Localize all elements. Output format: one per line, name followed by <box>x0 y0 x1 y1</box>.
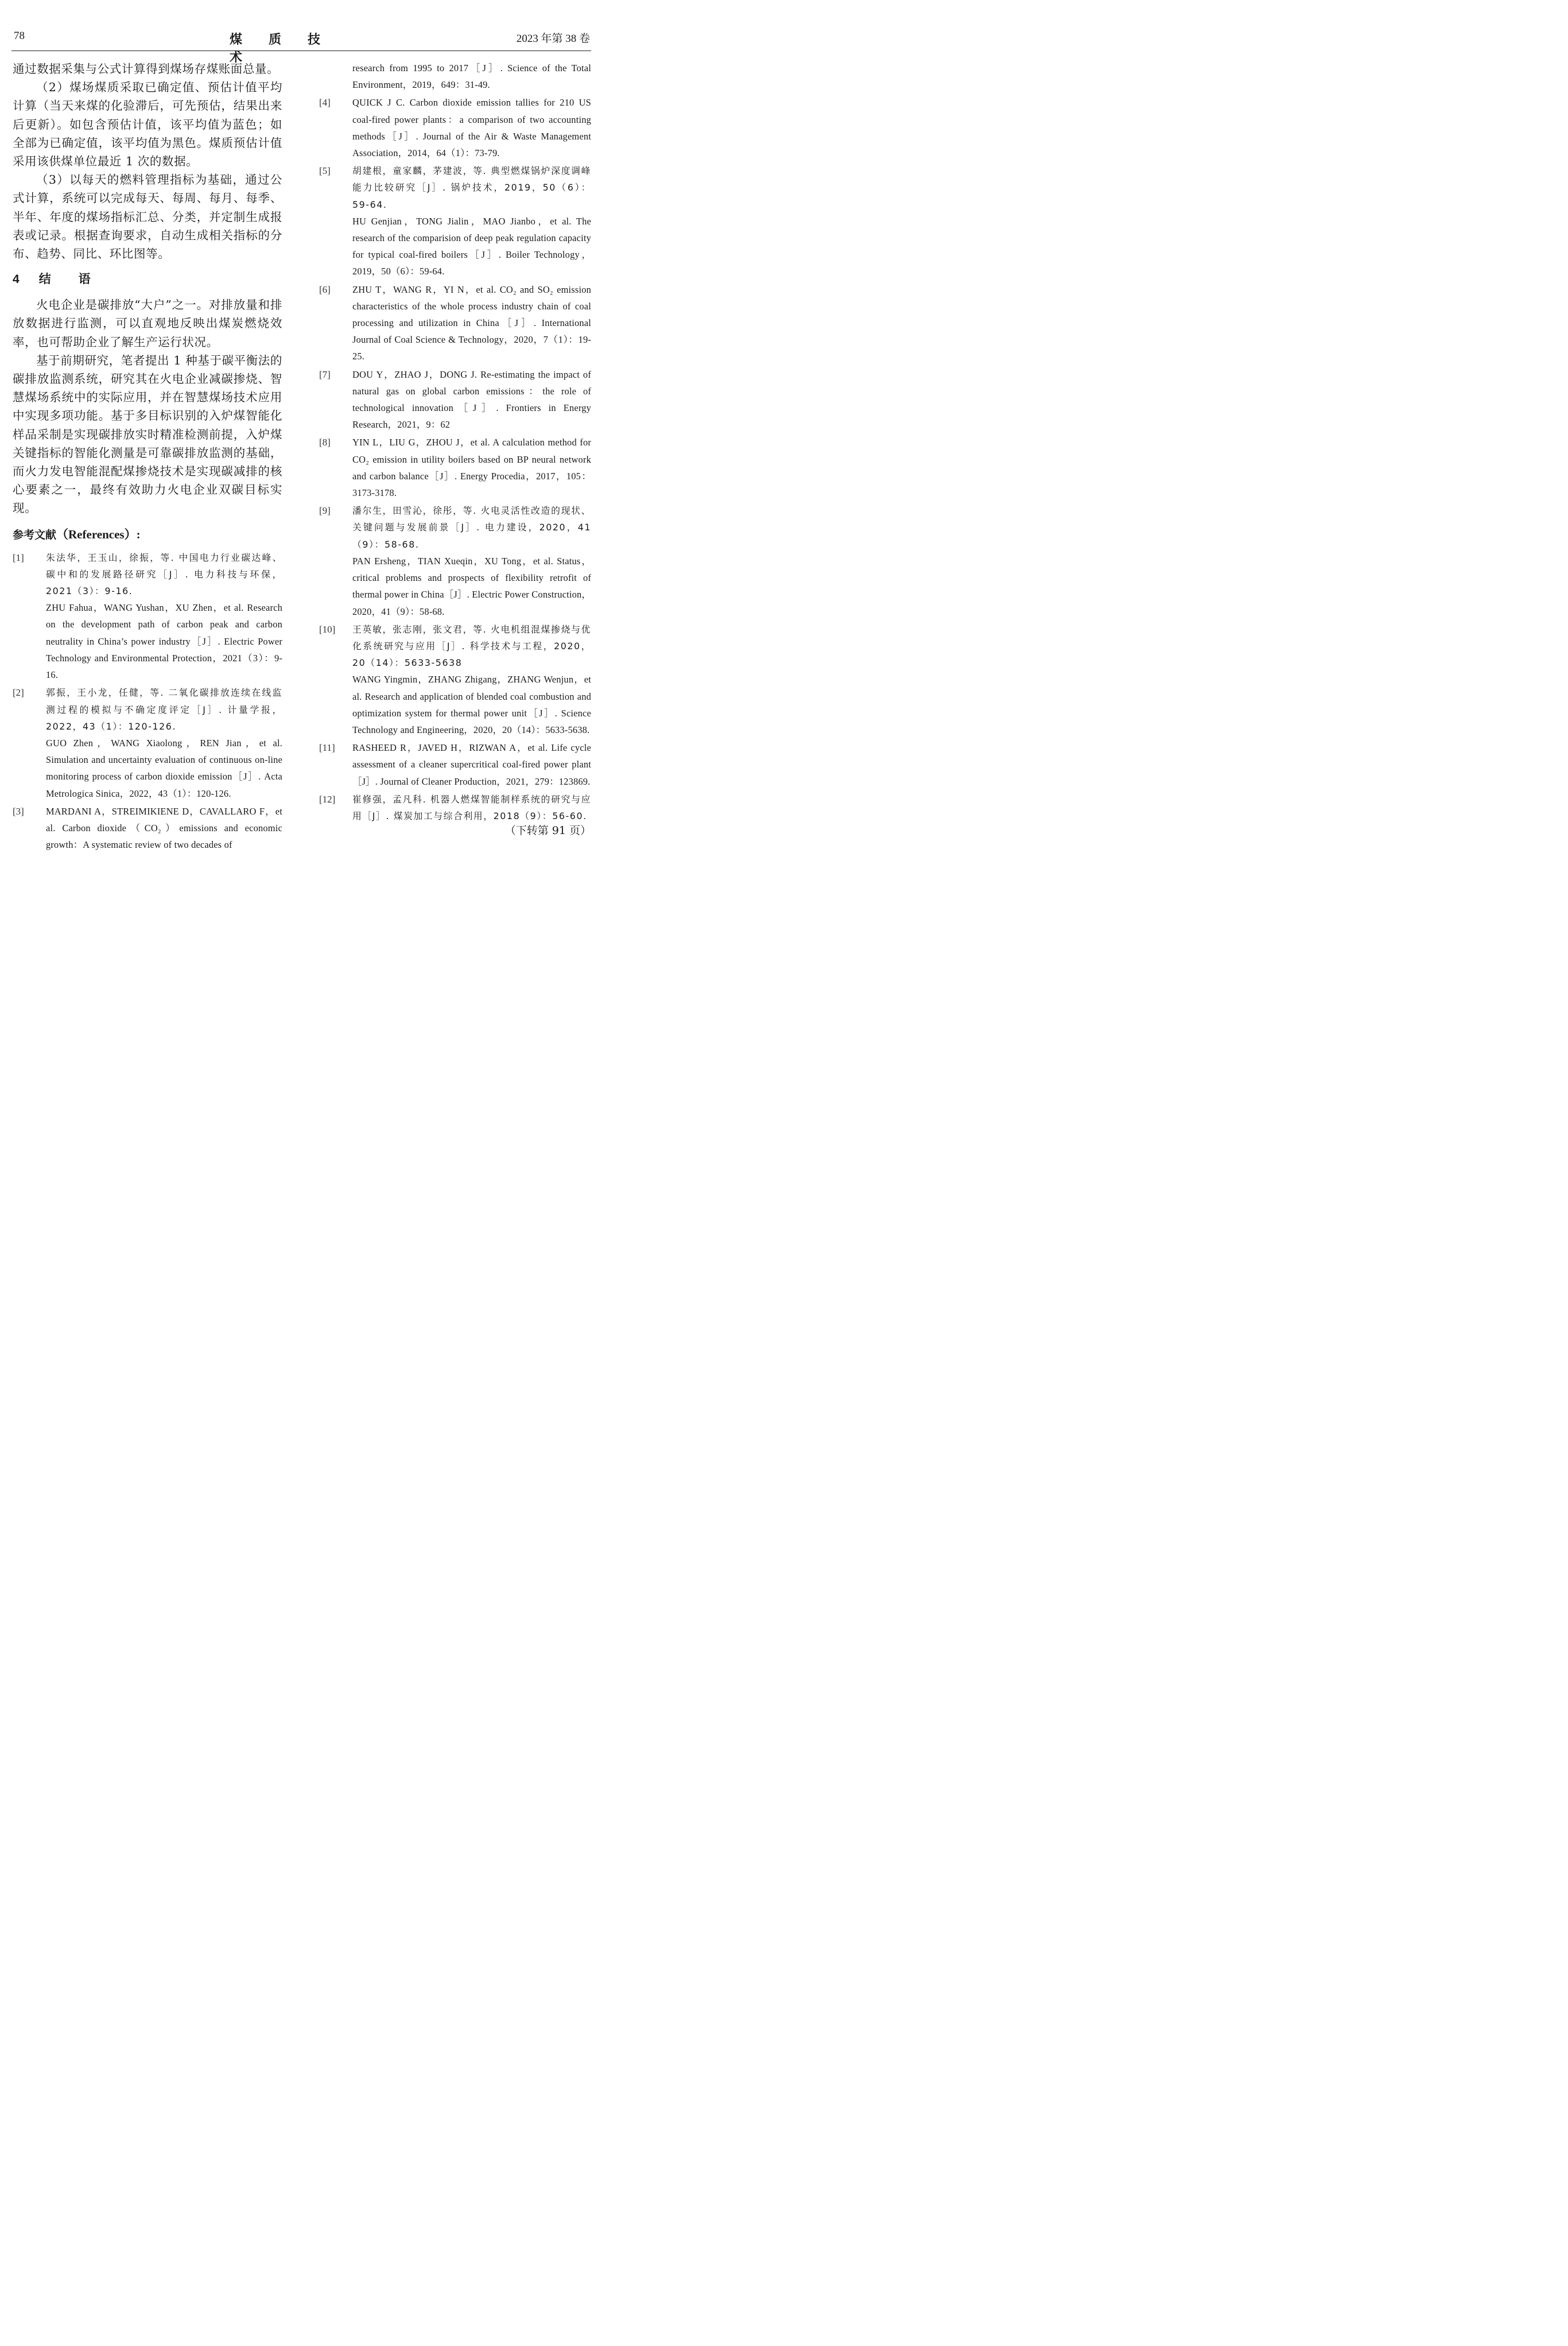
reference-number: [1] <box>13 552 24 563</box>
reference-item <box>319 791 591 824</box>
journal-title: 煤质技术 <box>230 32 347 65</box>
references-heading <box>13 526 282 544</box>
reference-text-en: GUO Zhen，WANG Xiaolong，REN Jian，et al. Simulation and uncertainty evaluation of continuous on-line monitoring process of carbon dioxide emission［J］. Acta Metrologica Sinica，2022，43（1）：120-126. <box>46 737 282 799</box>
reference-number: [9] <box>319 505 331 517</box>
reference-item <box>319 281 591 365</box>
paragraph: （3）以每天的燃料管理指标为基础，通过公式计算，系统可以完成每天、每周、每月、每季、半年、年度的煤场指标汇总、分类，并定制生成报表或记录。根据查询要求，自动生成相关指标的分布、趋势、同比、环比图等。 <box>13 173 282 261</box>
reference-text-en: research from 1995 to 2017［J］. Science of the Total Environment，2019，649：31-49. <box>352 63 591 91</box>
issue-label: 2023 年第 38 卷 <box>516 33 590 45</box>
reference-text-zh: 朱法华，王玉山，徐振，等. 中国电力行业碳达峰、碳中和的发展路径研究［J］. 电力科技与环保，2021（3）：9-16. <box>46 552 282 597</box>
section-number: 4 <box>13 273 20 286</box>
reference-number: [11] <box>319 742 335 754</box>
reference-item <box>319 739 591 790</box>
reference-text-en: DOU Y，ZHAO J，DONG J. Re-estimating the impact of natural gas on global carbon emissions：the role of technological innovation［J］. Frontiers in Energy Research，2021，9：62 <box>352 369 591 431</box>
reference-text-zh: 潘尔生，田雪沁，徐彤，等. 火电灵活性改造的现状、关键问题与发展前景［J］. 电力建设，2020，41（9）：58-68. <box>352 505 591 550</box>
paragraph: 火电企业是碳排放“大户”之一。对排放量和排放数据进行监测，可以直观地反映出煤炭燃烧效率，也可帮助企业了解生产运行状况。 <box>13 298 282 349</box>
reference-text-en: HU Genjian，TONG Jialin，MAO Jianbo，et al. The research of the comparision of deep peak regulation capacity for typical coal-fired boilers［J］. Boiler Technology，2019，50（6）：59-64. <box>352 215 591 277</box>
reference-item <box>319 621 591 738</box>
reference-text-en: WANG Yingmin，ZHANG Zhigang，ZHANG Wenjun，et al. Research and application of blended coal combustion and optimization system for thermal power unit［J］. Science Technology and Engineering，2020，20（14）：5633-5638. <box>352 674 591 735</box>
continued-note: （下转第 91 页） <box>504 824 591 837</box>
reference-text-en: MARDANI A，STREIMIKIENE D，CAVALLARO F，et al. Carbon dioxide（CO₂）emissions and economic growth：A systematic review of two decades of <box>46 805 282 851</box>
paragraph: 基于前期研究，笔者提出 1 种基于碳平衡法的碳排放监测系统，研究其在火电企业减碳掺烧、智慧煤场系统中的实际应用，并在智慧煤场技术应用中实现多项功能。基于多目标识别的入炉煤智能化样品采制是实现碳排放实时精准检测前提，入炉煤关键指标的智能化测量是可靠碳排放监测的基础，而火力发电智能混配煤掺烧技术是实现碳减排的核心要素之一，最终有效助力火电企业双碳目标实现。 <box>13 353 282 515</box>
reference-item <box>319 366 591 433</box>
section-title: 结语 <box>38 272 118 286</box>
reference-text-en: QUICK J C. Carbon dioxide emission tallies for 210 US coal-fired power plants：a comparison of two accounting methods［J］. Journal of the Air & Waste Management Association，2014，64（1）：73-79. <box>352 97 591 159</box>
reference-number: [4] <box>319 97 331 108</box>
reference-item <box>13 684 282 801</box>
reference-number: [6] <box>319 284 331 295</box>
reference-item-continued <box>319 60 591 93</box>
reference-number: [12] <box>319 793 336 805</box>
reference-number: [3] <box>13 805 24 817</box>
reference-text-en: ZHU Fahua，WANG Yushan，XU Zhen，et al. Research on the development path of carbon peak and carbon neutrality in China’s power industry［J］. Electric Power Technology and Environmental Protection，2021（3）：9-16. <box>46 602 282 681</box>
reference-text-zh: 崔修强，孟凡科. 机器人燃煤智能制样系统的研究与应用［J］. 煤炭加工与综合利用，2018（9）：56-60. <box>352 793 591 821</box>
reference-item <box>319 162 591 280</box>
reference-item <box>13 549 282 684</box>
references-heading-zh: 参考文献 <box>13 528 57 541</box>
reference-item <box>319 94 591 161</box>
reference-number: [2] <box>13 687 24 699</box>
reference-text-en: YIN L，LIU G，ZHOU J，et al. A calculation method for CO₂ emission in utility boilers based on BP neural network and carbon balance［J］. Energy Procedia，2017，105：3173-3178. <box>352 437 591 499</box>
left-column <box>13 60 282 854</box>
reference-text-en: PAN Ersheng，TIAN Xueqin，XU Tong，et al. Status，critical problems and prospects of flexibility retrofit of thermal power in China［J］. Electric Power Construction，2020，41（9）：58-68. <box>352 555 591 617</box>
references-heading-en: （References）: <box>56 527 141 541</box>
reference-item <box>319 502 591 619</box>
reference-number: [5] <box>319 165 331 177</box>
reference-number: [8] <box>319 437 331 448</box>
reference-text-en: ZHU T，WANG R，YI N，et al. CO₂ and SO₂ emission characteristics of the whole process industry chain of coal processing and utilization in China［J］. International Journal of Coal Science & Technology，2020，7（1）：19-25. <box>352 284 591 362</box>
reference-number: [7] <box>319 369 331 380</box>
reference-text-zh: 王英敏，张志刚，张文君，等. 火电机组混煤掺烧与优化系统研究与应用［J］. 科学技术与工程，2020，20（14）：5633-5638 <box>352 623 591 669</box>
reference-number: [10] <box>319 623 336 635</box>
reference-text-zh: 胡建根，童家麟，茅建波，等. 典型燃煤锅炉深度调峰能力比较研究［J］. 锅炉技术，2019，50（6）：59-64. <box>352 165 591 210</box>
reference-item <box>13 803 282 854</box>
right-column <box>319 60 591 837</box>
page-number: 78 <box>14 30 25 42</box>
reference-text-en: RASHEED R，JAVED H，RIZWAN A，et al. Life cycle assessment of a cleaner supercritical coal-fired power plant［J］. Journal of Cleaner Production，2021，279：123869. <box>352 742 591 787</box>
paragraph: 通过数据采集与公式计算得到煤场存煤账面总量。 <box>13 62 280 76</box>
paragraph: （2）煤场煤质采取已确定值、预估计值平均计算（当天来煤的化验滞后，可先预估，结果出来后更新）。如包含预估计值，该平均值为蓝色；如全部为已确定值，该平均值为黑色。煤质预估计值采用该供煤单位最近 1 次的数据。 <box>13 80 282 169</box>
journal-page <box>0 0 603 901</box>
reference-item <box>319 434 591 501</box>
reference-text-zh: 郭振，王小龙，任健，等. 二氧化碳排放连续在线监测过程的模拟与不确定度评定［J］. 计量学报，2022，43（1）：120-126. <box>46 687 282 732</box>
section-heading <box>13 270 282 289</box>
